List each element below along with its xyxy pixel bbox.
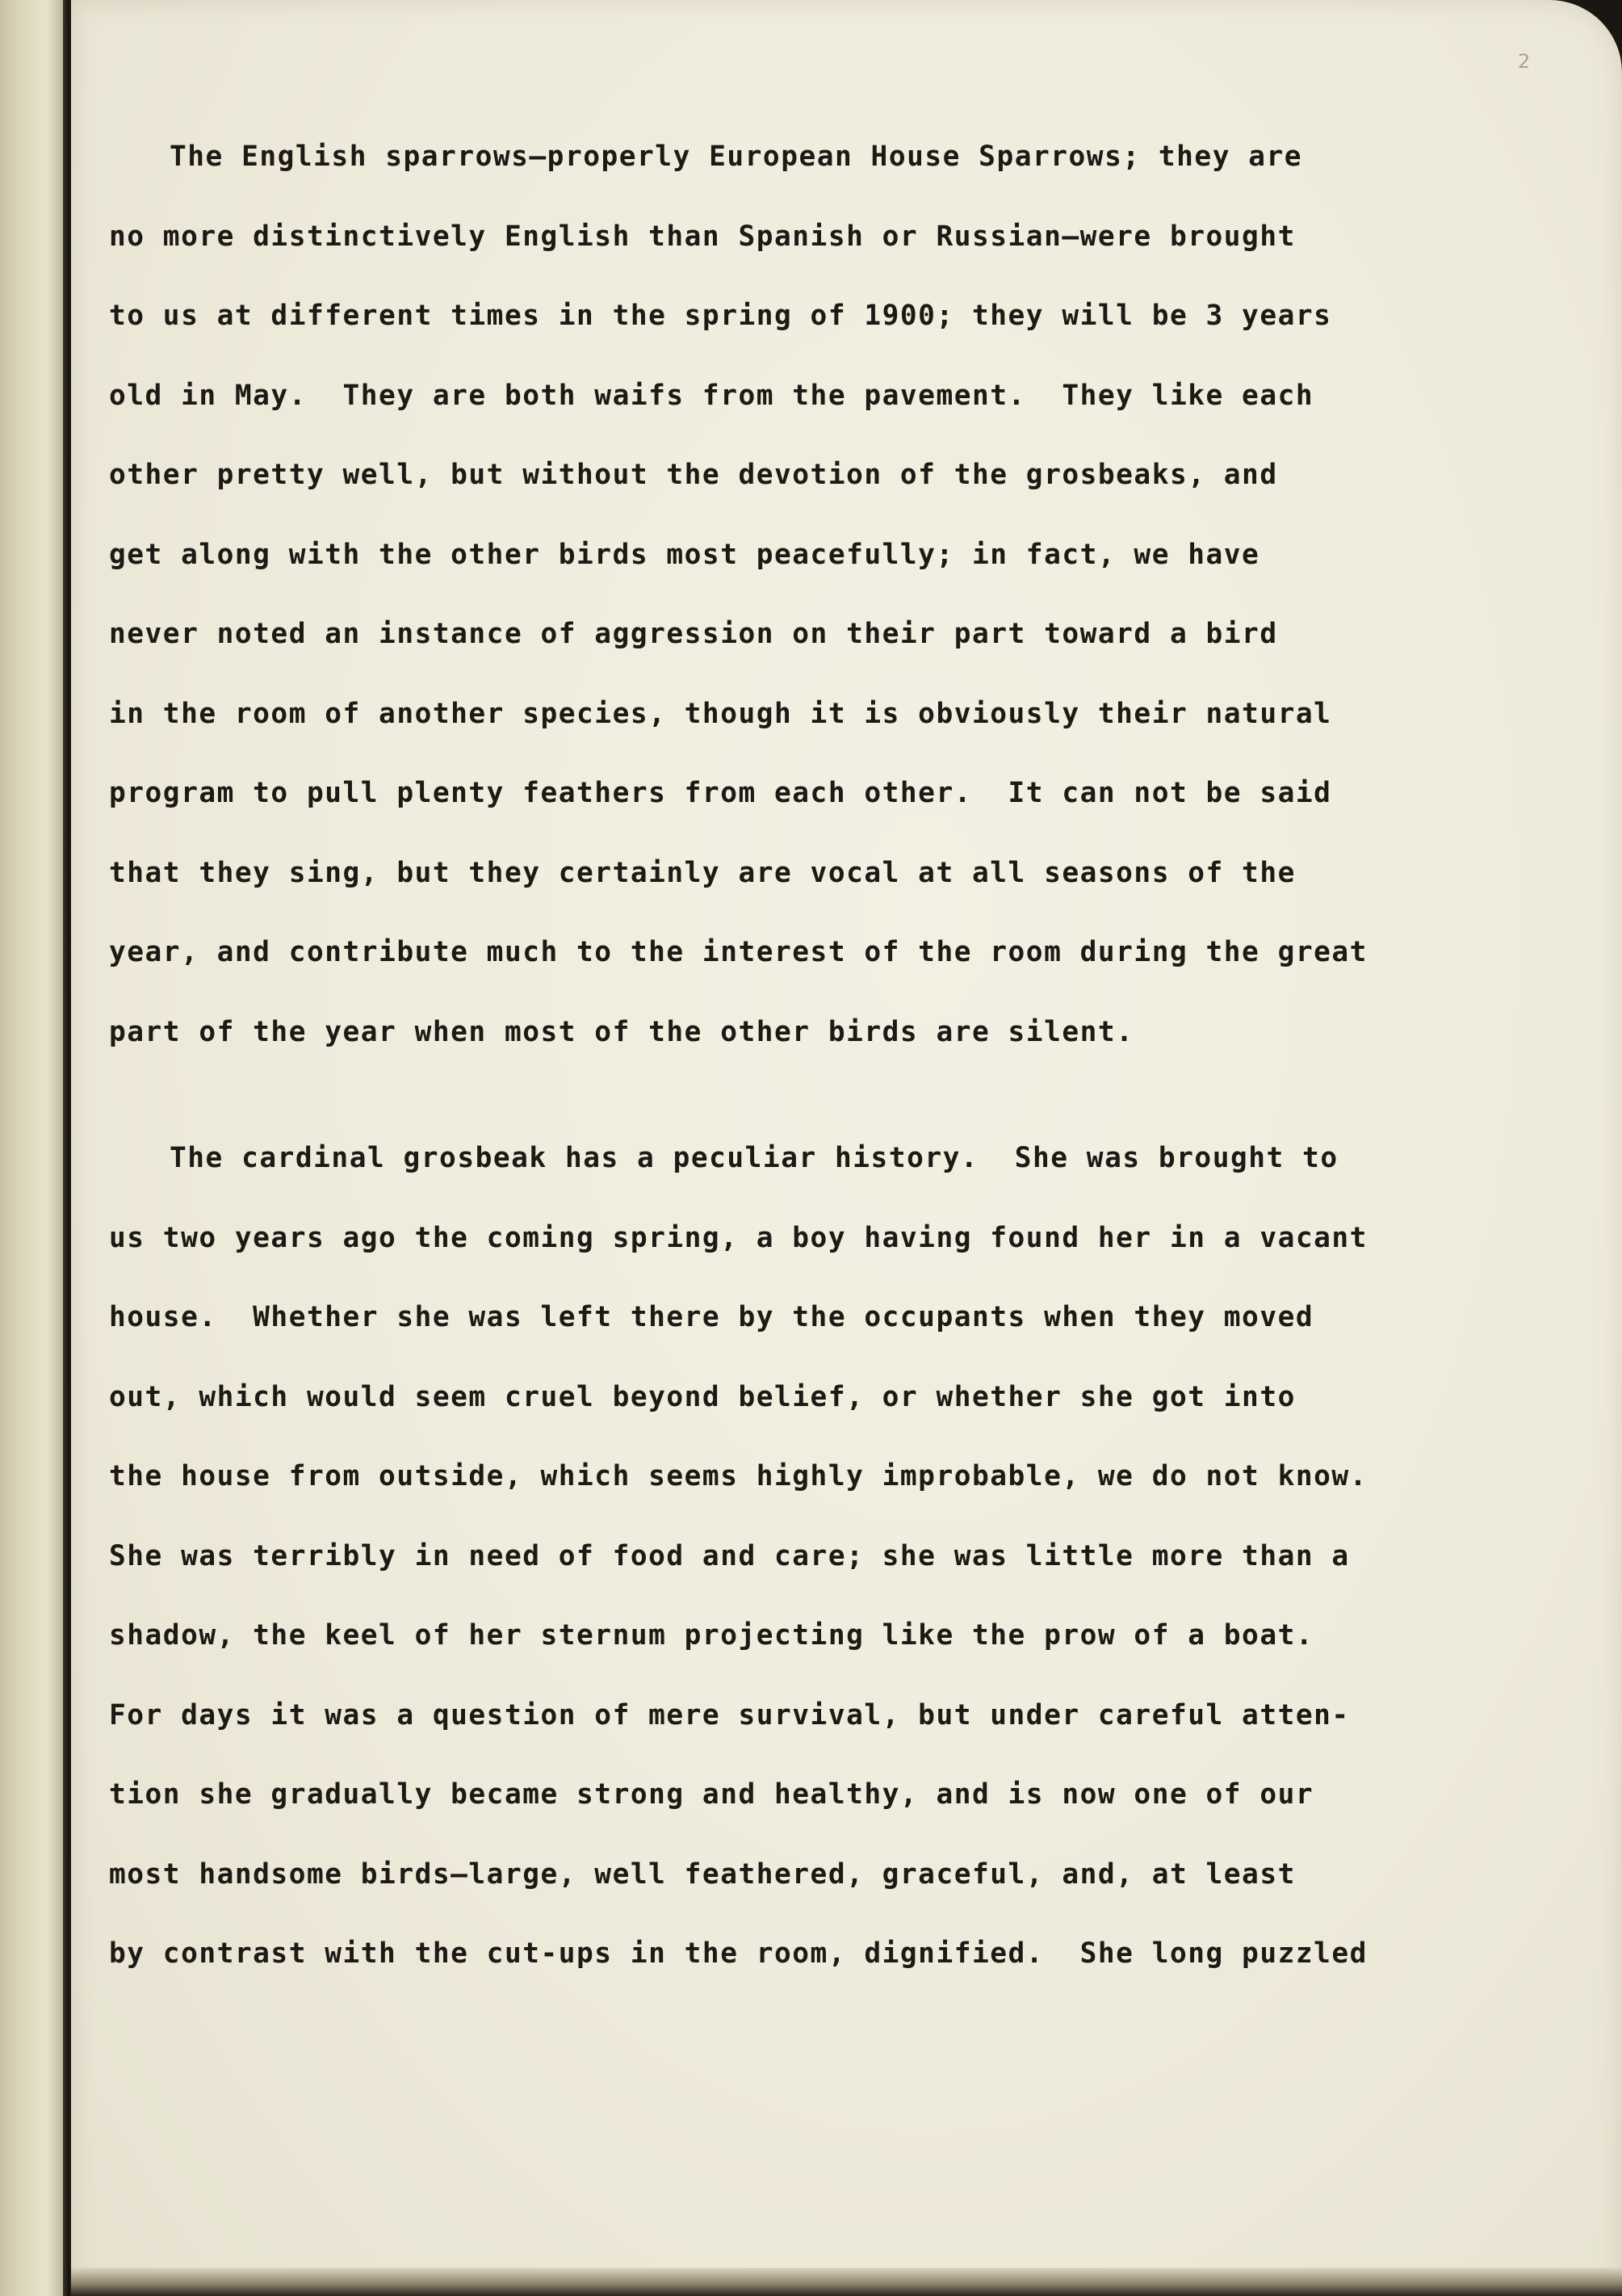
paragraph-spacing [109,1072,1522,1119]
text-line: other pretty well, but without the devotion of the grosbeaks, and [109,459,1278,491]
text-line: year, and contribute much to the interest of the room during the great [109,936,1368,968]
text-line: in the room of another species, though it is obviously their natural [109,697,1332,730]
text-line: by contrast with the cut-ups in the room, dignified. She long puzzled [109,1937,1368,1970]
text-line: tion she gradually became strong and healthy, and is now one of our [109,1778,1314,1811]
page-number: 2 [1518,50,1531,73]
paragraph-cardinal [109,1119,1522,1994]
typewritten-text [109,117,1522,1994]
text-line: She was terribly in need of food and care; she was little more than a [109,1539,1350,1572]
text-line: most handsome birds—large, well feathered, graceful, and, at least [109,1857,1296,1891]
text-line: no more distinctively English than Spanish or Russian—were brought [109,220,1296,253]
text-line: old in May. They are both waifs from the pavement. They like each [109,379,1314,412]
facing-page-edge [0,0,66,2296]
page-bottom-edge [71,2268,1622,2296]
text-line: shadow, the keel of her sternum projecting like the prow of a boat. [109,1619,1314,1652]
text-line: part of the year when most of the other birds are silent. [109,1015,1134,1048]
text-line: to us at different times in the spring of 1900; they will be 3 years [109,300,1332,332]
text-line: The English sparrows—properly European House Sparrows; they are [170,141,1303,173]
text-line: get along with the other birds most peacefully; in fact, we have [109,538,1260,571]
text-line: For days it was a question of mere survival, but under careful atten- [109,1698,1350,1731]
text-line: us two years ago the coming spring, a boy having found her in a vacant [109,1221,1368,1254]
text-line: the house from outside, which seems highly improbable, we do not know. [109,1460,1368,1492]
text-line: that they sing, but they certainly are vocal at all seasons of the [109,856,1296,889]
text-line: never noted an instance of aggression on their part toward a bird [109,618,1278,650]
text-line: program to pull plenty feathers from each other. It can not be said [109,777,1332,809]
paragraph-sparrows [109,117,1522,1072]
text-line: out, which would seem cruel beyond belief, or whether she got into [109,1380,1296,1413]
text-line: house. Whether she was left there by the occupants when they moved [109,1301,1314,1333]
text-line: The cardinal grosbeak has a peculiar history. She was brought to [170,1142,1339,1174]
